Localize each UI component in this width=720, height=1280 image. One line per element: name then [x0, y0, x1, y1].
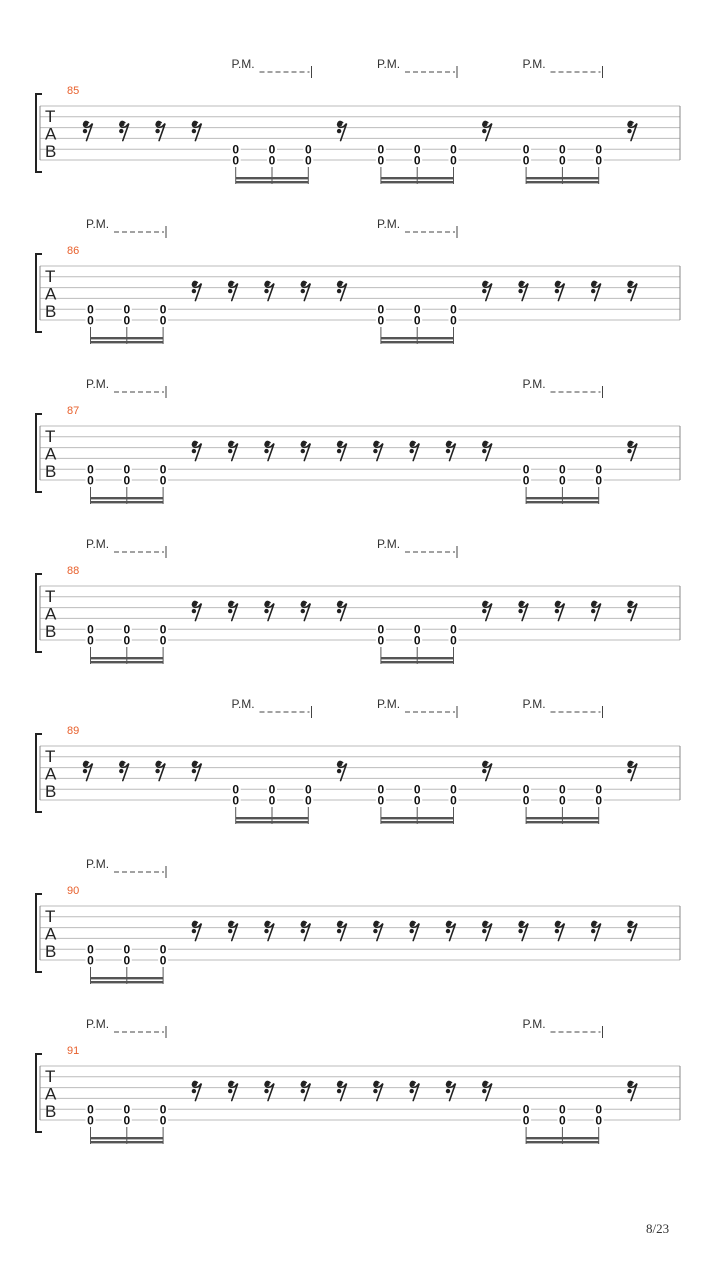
rest-flag-dot	[373, 449, 377, 453]
fret-number: 0	[232, 782, 240, 797]
note-beam	[91, 497, 164, 499]
fret-number: 0	[268, 782, 276, 797]
tab-clef-letter: A	[45, 924, 57, 944]
fret-number: 0	[123, 633, 131, 648]
fret-number: 0	[522, 1113, 530, 1128]
note-beam	[381, 661, 454, 663]
palm-mute-label: P.M.	[522, 697, 546, 711]
rest-flag-dot	[265, 442, 269, 446]
rest-flag-dot	[265, 922, 269, 926]
fret-number: 0	[413, 633, 421, 648]
fret-number: 0	[377, 302, 385, 317]
rest-flag-dot	[411, 922, 415, 926]
rest-flag-dot	[555, 609, 559, 613]
rest-flag-dot	[628, 442, 632, 446]
tab-clef-letter: A	[45, 1084, 57, 1104]
rest-flag-dot	[337, 129, 341, 133]
tab-clef-letter: B	[45, 462, 57, 481]
fret-number: 0	[377, 782, 385, 797]
fret-number: 0	[232, 142, 240, 157]
rest-flag-dot	[228, 929, 232, 933]
fret-number: 0	[268, 153, 276, 168]
rest-flag-dot	[483, 762, 487, 766]
rest-flag-dot	[193, 442, 197, 446]
fret-number: 0	[123, 1113, 131, 1128]
fret-number: 0	[377, 793, 385, 808]
tab-clef-letter: A	[45, 444, 57, 464]
fret-number: 0	[450, 793, 457, 808]
rest-flag-dot	[302, 442, 306, 446]
rest-flag-dot	[483, 442, 487, 446]
palm-mute-label: P.M.	[377, 537, 401, 551]
tab-clef-letter: B	[45, 782, 57, 801]
rest-flag-dot	[482, 1089, 486, 1093]
note-beam	[236, 177, 309, 179]
palm-mute-label: P.M.	[231, 57, 255, 71]
rest-flag-dot	[628, 1082, 632, 1086]
fret-number: 0	[522, 1102, 530, 1117]
note-beam	[91, 1141, 164, 1143]
note-beam	[381, 821, 454, 823]
fret-number: 0	[559, 462, 566, 477]
fret-number: 0	[595, 153, 603, 168]
rest-flag-dot	[591, 929, 595, 933]
rest-flag-dot	[411, 1082, 415, 1086]
note-beam	[91, 657, 164, 659]
fret-number: 0	[450, 142, 457, 157]
rest-flag-dot	[229, 442, 233, 446]
fret-number: 0	[87, 953, 94, 968]
rest-flag-dot	[555, 289, 559, 293]
rest-flag-dot	[337, 289, 341, 293]
palm-mute-label: P.M.	[377, 57, 401, 71]
rest-flag-dot	[229, 1082, 233, 1086]
tab-clef-letter: T	[45, 107, 56, 126]
fret-number: 0	[87, 622, 94, 637]
rest-flag-dot	[555, 929, 559, 933]
fret-number: 0	[159, 302, 167, 317]
measure-number: 87	[67, 405, 80, 417]
note-beam	[526, 501, 599, 503]
fret-number: 0	[595, 1102, 603, 1117]
rest-flag-dot	[482, 769, 486, 773]
tab-clef-letter: B	[45, 942, 57, 961]
fret-number: 0	[413, 142, 421, 157]
rest-flag-dot	[447, 922, 451, 926]
fret-number: 0	[268, 142, 276, 157]
fret-number: 0	[559, 153, 566, 168]
rest-flag-dot	[265, 282, 269, 286]
tab-clef-letter: A	[45, 604, 57, 624]
rest-flag-dot	[338, 442, 342, 446]
note-beam	[91, 1137, 164, 1139]
rest-flag-dot	[192, 609, 196, 613]
fret-number: 0	[123, 622, 131, 637]
rest-flag-dot	[193, 922, 197, 926]
rest-flag-dot	[193, 602, 197, 606]
palm-mute-label: P.M.	[86, 857, 110, 871]
fret-number: 0	[522, 793, 530, 808]
rest-flag-dot	[228, 449, 232, 453]
fret-number: 0	[559, 1113, 566, 1128]
rest-flag-dot	[192, 769, 196, 773]
rest-flag-dot	[264, 449, 268, 453]
note-beam	[91, 501, 164, 503]
fret-number: 0	[450, 153, 457, 168]
fret-number: 0	[87, 942, 94, 957]
tab-clef-letter: T	[45, 907, 56, 926]
rest-flag-dot	[193, 282, 197, 286]
rest-flag-dot	[337, 929, 341, 933]
fret-number: 0	[413, 622, 421, 637]
fret-number: 0	[559, 473, 566, 488]
fret-number: 0	[123, 462, 131, 477]
fret-number: 0	[450, 302, 457, 317]
fret-number: 0	[522, 782, 530, 797]
fret-number: 0	[377, 153, 385, 168]
fret-number: 0	[87, 462, 94, 477]
fret-number: 0	[559, 793, 566, 808]
rest-flag-dot	[482, 449, 486, 453]
note-beam	[381, 181, 454, 183]
rest-flag-dot	[519, 282, 523, 286]
note-beam	[381, 337, 454, 339]
rest-flag-dot	[374, 922, 378, 926]
fret-number: 0	[559, 1102, 566, 1117]
fret-number: 0	[123, 302, 131, 317]
rest-flag-dot	[302, 282, 306, 286]
rest-flag-dot	[592, 282, 596, 286]
rest-flag-dot	[192, 1089, 196, 1093]
fret-number: 0	[450, 622, 457, 637]
tab-clef-letter: T	[45, 427, 56, 446]
rest-flag-dot	[119, 769, 123, 773]
rest-flag-dot	[556, 602, 560, 606]
rest-flag-dot	[591, 609, 595, 613]
rest-flag-dot	[301, 1089, 305, 1093]
rest-flag-dot	[518, 289, 522, 293]
fret-number: 0	[450, 313, 457, 328]
note-beam	[381, 817, 454, 819]
palm-mute-label: P.M.	[522, 377, 546, 391]
measure-number: 89	[67, 725, 80, 737]
note-beam	[91, 337, 164, 339]
fret-number: 0	[595, 1113, 603, 1128]
palm-mute-label: P.M.	[86, 537, 110, 551]
fret-number: 0	[159, 633, 167, 648]
fret-number: 0	[559, 782, 566, 797]
rest-flag-dot	[556, 922, 560, 926]
fret-number: 0	[595, 782, 603, 797]
note-beam	[526, 1137, 599, 1139]
rest-flag-dot	[627, 769, 631, 773]
tab-clef-letter: B	[45, 302, 57, 321]
rest-flag-dot	[228, 1089, 232, 1093]
fret-number: 0	[159, 942, 167, 957]
rest-flag-dot	[119, 129, 123, 133]
rest-flag-dot	[120, 762, 124, 766]
rest-flag-dot	[264, 289, 268, 293]
fret-number: 0	[413, 313, 421, 328]
rest-flag-dot	[192, 289, 196, 293]
rest-flag-dot	[483, 282, 487, 286]
rest-flag-dot	[483, 1082, 487, 1086]
rest-flag-dot	[592, 922, 596, 926]
measure-number: 85	[67, 85, 80, 97]
rest-flag-dot	[338, 1082, 342, 1086]
rest-flag-dot	[301, 449, 305, 453]
rest-flag-dot	[265, 602, 269, 606]
palm-mute-label: P.M.	[86, 217, 110, 231]
rest-flag-dot	[627, 289, 631, 293]
fret-number: 0	[123, 313, 131, 328]
fret-number: 0	[268, 793, 276, 808]
rest-flag-dot	[518, 609, 522, 613]
rest-flag-dot	[338, 602, 342, 606]
palm-mute-label: P.M.	[377, 697, 401, 711]
rest-flag-dot	[628, 282, 632, 286]
fret-number: 0	[450, 633, 457, 648]
fret-number: 0	[377, 313, 385, 328]
rest-flag-dot	[337, 1089, 341, 1093]
rest-flag-dot	[193, 762, 197, 766]
note-beam	[526, 821, 599, 823]
fret-number: 0	[595, 793, 603, 808]
rest-flag-dot	[519, 602, 523, 606]
fret-number: 0	[559, 142, 566, 157]
fret-number: 0	[159, 473, 167, 488]
palm-mute-label: P.M.	[522, 1017, 546, 1031]
rest-flag-dot	[264, 929, 268, 933]
fret-number: 0	[595, 462, 603, 477]
fret-number: 0	[87, 313, 94, 328]
rest-flag-dot	[338, 122, 342, 126]
fret-number: 0	[304, 782, 312, 797]
fret-number: 0	[377, 622, 385, 637]
note-beam	[381, 341, 454, 343]
note-beam	[381, 177, 454, 179]
rest-flag-dot	[302, 1082, 306, 1086]
rest-flag-dot	[447, 442, 451, 446]
rest-flag-dot	[83, 769, 87, 773]
note-beam	[526, 181, 599, 183]
fret-number: 0	[522, 142, 530, 157]
palm-mute-label: P.M.	[377, 217, 401, 231]
rest-flag-dot	[337, 609, 341, 613]
rest-flag-dot	[483, 602, 487, 606]
fret-number: 0	[232, 793, 240, 808]
rest-flag-dot	[120, 122, 124, 126]
tab-clef-letter: B	[45, 142, 57, 161]
rest-flag-dot	[628, 602, 632, 606]
rest-flag-dot	[338, 762, 342, 766]
rest-flag-dot	[155, 769, 159, 773]
rest-flag-dot	[337, 769, 341, 773]
fret-number: 0	[522, 473, 530, 488]
palm-mute-label: P.M.	[522, 57, 546, 71]
note-beam	[526, 497, 599, 499]
fret-number: 0	[159, 1102, 167, 1117]
fret-number: 0	[304, 793, 312, 808]
note-beam	[526, 177, 599, 179]
tab-clef-letter: T	[45, 587, 56, 606]
rest-flag-dot	[483, 922, 487, 926]
fret-number: 0	[123, 1102, 131, 1117]
rest-flag-dot	[374, 442, 378, 446]
rest-flag-dot	[410, 1089, 414, 1093]
rest-flag-dot	[482, 289, 486, 293]
tab-clef-letter: B	[45, 1102, 57, 1121]
page-number: 8/23	[646, 1221, 670, 1236]
rest-flag-dot	[301, 609, 305, 613]
note-beam	[236, 817, 309, 819]
rest-flag-dot	[229, 922, 233, 926]
rest-flag-dot	[83, 129, 87, 133]
rest-flag-dot	[156, 122, 160, 126]
rest-flag-dot	[446, 929, 450, 933]
fret-number: 0	[159, 622, 167, 637]
rest-flag-dot	[482, 929, 486, 933]
rest-flag-dot	[229, 602, 233, 606]
rest-flag-dot	[302, 602, 306, 606]
fret-number: 0	[377, 633, 385, 648]
fret-number: 0	[87, 302, 94, 317]
rest-flag-dot	[264, 1089, 268, 1093]
rest-flag-dot	[264, 609, 268, 613]
rest-flag-dot	[338, 282, 342, 286]
rest-flag-dot	[411, 442, 415, 446]
tab-clef-letter: A	[45, 284, 57, 304]
fret-number: 0	[123, 473, 131, 488]
rest-flag-dot	[627, 129, 631, 133]
measure-number: 88	[67, 565, 80, 577]
note-beam	[526, 817, 599, 819]
fret-number: 0	[123, 953, 131, 968]
rest-flag-dot	[192, 129, 196, 133]
note-beam	[236, 821, 309, 823]
palm-mute-label: P.M.	[231, 697, 255, 711]
fret-number: 0	[159, 462, 167, 477]
rest-flag-dot	[627, 449, 631, 453]
tab-clef-letter: A	[45, 124, 57, 144]
fret-number: 0	[232, 153, 240, 168]
fret-number: 0	[123, 942, 131, 957]
note-beam	[91, 981, 164, 983]
palm-mute-label: P.M.	[86, 377, 110, 391]
tab-clef-letter: T	[45, 267, 56, 286]
rest-flag-dot	[627, 609, 631, 613]
rest-flag-dot	[628, 922, 632, 926]
rest-flag-dot	[374, 1082, 378, 1086]
fret-number: 0	[377, 142, 385, 157]
fret-number: 0	[413, 782, 421, 797]
tab-clef-letter: T	[45, 747, 56, 766]
fret-number: 0	[413, 793, 421, 808]
fret-number: 0	[595, 473, 603, 488]
rest-flag-dot	[193, 122, 197, 126]
fret-number: 0	[413, 302, 421, 317]
rest-flag-dot	[337, 449, 341, 453]
rest-flag-dot	[519, 922, 523, 926]
note-beam	[91, 977, 164, 979]
fret-number: 0	[304, 142, 312, 157]
fret-number: 0	[159, 953, 167, 968]
rest-flag-dot	[84, 122, 88, 126]
note-beam	[526, 1141, 599, 1143]
rest-flag-dot	[373, 929, 377, 933]
rest-flag-dot	[446, 449, 450, 453]
rest-flag-dot	[482, 129, 486, 133]
fret-number: 0	[450, 782, 457, 797]
fret-number: 0	[87, 633, 94, 648]
fret-number: 0	[87, 1102, 94, 1117]
note-beam	[91, 341, 164, 343]
measure-number: 86	[67, 245, 80, 257]
note-beam	[91, 661, 164, 663]
rest-flag-dot	[84, 762, 88, 766]
fret-number: 0	[595, 142, 603, 157]
rest-flag-dot	[447, 1082, 451, 1086]
rest-flag-dot	[627, 929, 631, 933]
fret-number: 0	[159, 1113, 167, 1128]
tab-clef-letter: B	[45, 622, 57, 641]
rest-flag-dot	[302, 922, 306, 926]
rest-flag-dot	[156, 762, 160, 766]
rest-flag-dot	[483, 122, 487, 126]
fret-number: 0	[413, 153, 421, 168]
rest-flag-dot	[228, 609, 232, 613]
rest-flag-dot	[229, 282, 233, 286]
fret-number: 0	[304, 153, 312, 168]
rest-flag-dot	[338, 922, 342, 926]
rest-flag-dot	[482, 609, 486, 613]
rest-flag-dot	[301, 929, 305, 933]
rest-flag-dot	[446, 1089, 450, 1093]
rest-flag-dot	[591, 289, 595, 293]
rest-flag-dot	[592, 602, 596, 606]
measure-number: 91	[67, 1045, 80, 1057]
rest-flag-dot	[192, 449, 196, 453]
fret-number: 0	[87, 1113, 94, 1128]
tab-clef-letter: A	[45, 764, 57, 784]
fret-number: 0	[159, 313, 167, 328]
rest-flag-dot	[410, 449, 414, 453]
fret-number: 0	[522, 153, 530, 168]
rest-flag-dot	[301, 289, 305, 293]
rest-flag-dot	[628, 762, 632, 766]
fret-number: 0	[87, 473, 94, 488]
rest-flag-dot	[192, 929, 196, 933]
rest-flag-dot	[193, 1082, 197, 1086]
rest-flag-dot	[265, 1082, 269, 1086]
note-beam	[381, 657, 454, 659]
rest-flag-dot	[628, 122, 632, 126]
rest-flag-dot	[410, 929, 414, 933]
tab-clef-letter: T	[45, 1067, 56, 1086]
rest-flag-dot	[627, 1089, 631, 1093]
rest-flag-dot	[228, 289, 232, 293]
rest-flag-dot	[155, 129, 159, 133]
fret-number: 0	[522, 462, 530, 477]
rest-flag-dot	[556, 282, 560, 286]
measure-number: 90	[67, 885, 80, 897]
palm-mute-label: P.M.	[86, 1017, 110, 1031]
rest-flag-dot	[518, 929, 522, 933]
rest-flag-dot	[373, 1089, 377, 1093]
note-beam	[236, 181, 309, 183]
